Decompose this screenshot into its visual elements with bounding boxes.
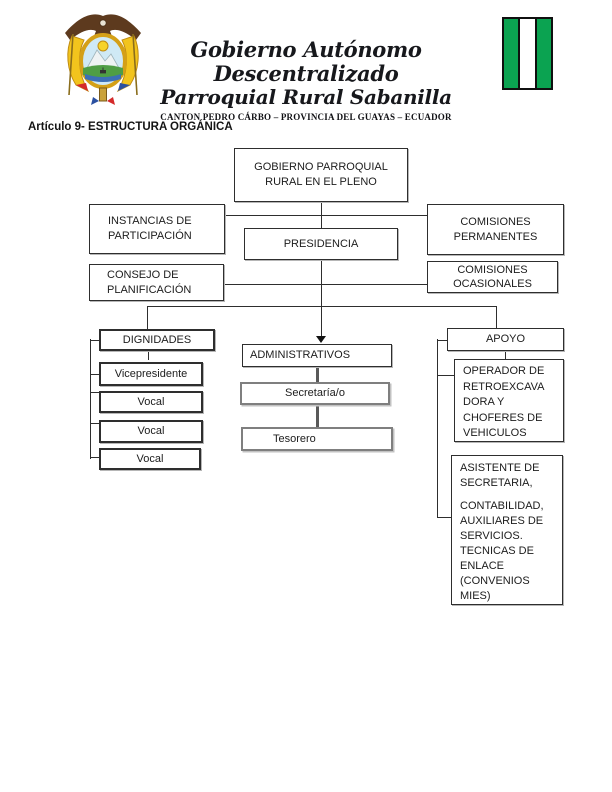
- node-asistente-secretaria: [451, 455, 563, 605]
- connector-gray: [316, 405, 319, 427]
- org-title-line2: Parroquial Rural Sabanilla: [160, 85, 452, 109]
- connector: [437, 517, 452, 519]
- connector: [437, 375, 455, 377]
- node-dignidades: [99, 329, 215, 351]
- org-subtitle: CANTON PEDRO CÁRBO – PROVINCIA DEL GUAYAS – ECUADOR: [160, 112, 452, 122]
- node-label: COMISIONES PERMANENTES: [453, 215, 538, 243]
- parish-flag-icon: [502, 17, 553, 90]
- node-label: Secretaría/o: [285, 387, 345, 399]
- node-label: DIGNIDADES: [122, 333, 192, 346]
- article-heading: Artículo 9- ESTRUCTURA ORGÁNICA: [28, 121, 233, 133]
- node-label-line: RETROEXCAVA: [463, 380, 545, 393]
- node-label-line: VEHICULOS: [463, 427, 527, 439]
- node-label: COMISIONES OCASIONALES: [453, 264, 532, 290]
- node-consejo-planificacion: [89, 264, 224, 301]
- flag-green-stripe-right: [537, 19, 551, 88]
- node-apoyo: [447, 328, 564, 351]
- node-vicepresidente: [99, 362, 203, 386]
- node-label-line: CHOFERES DE: [463, 411, 543, 424]
- connector: [496, 306, 498, 329]
- connector: [148, 351, 150, 360]
- arrow-down-icon: [316, 336, 326, 343]
- node-administrativos: [242, 344, 392, 367]
- connector: [90, 457, 100, 459]
- node-tesorero: [241, 427, 393, 451]
- node-label: Vocal: [136, 452, 164, 465]
- node-label-line: (CONVENIOS: [460, 575, 530, 587]
- connector: [90, 340, 100, 342]
- node-label-line: MIES): [460, 590, 491, 602]
- connector: [437, 340, 448, 342]
- node-label: Vicepresidente: [114, 367, 188, 380]
- connector: [90, 392, 100, 394]
- node-instancias-participacion: [89, 204, 225, 254]
- flag-white-stripe: [518, 19, 536, 88]
- flag-green-stripe-left: [504, 19, 518, 88]
- node-label: GOBIERNO PARROQUIAL RURAL EN EL PLENO: [254, 161, 388, 188]
- connector: [90, 423, 100, 425]
- node-vocal-1: [99, 391, 203, 413]
- connector: [321, 306, 323, 337]
- node-label-line: ASISTENTE DE: [460, 462, 540, 474]
- node-gobierno-parroquial: [234, 148, 408, 202]
- node-label-line: DORA Y: [463, 396, 505, 408]
- node-label: Tesorero: [273, 432, 316, 445]
- node-label-line: SECRETARIA,: [460, 477, 533, 489]
- node-label-line: OPERADOR DE: [463, 365, 545, 377]
- node-label: Vocal: [137, 425, 165, 437]
- node-presidencia: [244, 228, 398, 260]
- node-vocal-3: [99, 448, 201, 470]
- node-label: CONSEJO DE PLANIFICACIÓN: [107, 268, 192, 296]
- node-label-line: SERVICIOS.: [460, 530, 523, 542]
- paragraph-gap: [460, 491, 560, 499]
- node-label: Vocal: [137, 395, 165, 408]
- node-label-line: CONTABILIDAD,: [460, 500, 544, 512]
- connector: [225, 215, 427, 217]
- node-label: PRESIDENCIA: [283, 237, 359, 250]
- node-label: INSTANCIAS DE PARTICIPACIÓN: [108, 215, 192, 242]
- node-comisiones-permanentes: [427, 204, 564, 255]
- connector: [147, 306, 149, 330]
- connector: [224, 284, 427, 286]
- connector: [90, 339, 92, 459]
- connector: [505, 351, 507, 359]
- node-vocal-2: [99, 420, 203, 443]
- connector: [90, 374, 100, 376]
- connector: [437, 339, 439, 518]
- node-operador-choferes: [454, 359, 564, 442]
- node-label-line: ENLACE: [460, 560, 505, 572]
- connector-gray: [316, 367, 319, 382]
- org-title-line1: Gobierno Autónomo Descentralizado: [190, 37, 422, 86]
- node-label: ADMINISTRATIVOS: [250, 349, 351, 361]
- node-label: APOYO: [485, 333, 526, 345]
- header-titles: [110, 38, 502, 123]
- node-secretaria: [240, 382, 390, 405]
- node-comisiones-ocasionales: [427, 261, 558, 293]
- node-label-line: TECNICAS DE: [460, 545, 534, 557]
- node-label-line: AUXILIARES DE: [460, 515, 544, 527]
